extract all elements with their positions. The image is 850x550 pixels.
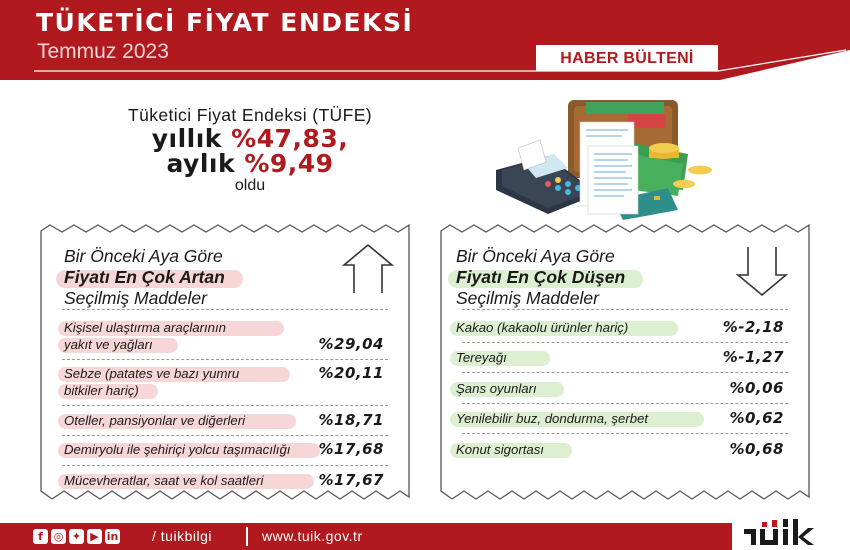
payment-illustration-icon <box>488 92 716 220</box>
headline-annual <box>80 126 420 151</box>
most-decreased-items-panel <box>440 223 810 503</box>
divider <box>62 435 388 436</box>
heading-line3: Seçilmiş Maddeler <box>64 288 207 308</box>
divider <box>62 405 388 406</box>
youtube-icon[interactable]: ▶ <box>87 529 102 544</box>
item-value: %0,68 <box>729 440 784 458</box>
divider <box>462 403 788 404</box>
linkedin-icon[interactable]: in <box>106 530 119 543</box>
list-item: Tereyağı %-1,27 <box>456 349 784 366</box>
list-item: Demiryolu ile şehiriçi yolcu taşımacılığı %17,68 <box>64 441 384 458</box>
instagram-icon[interactable]: ◎ <box>51 529 66 544</box>
arrow-down-icon <box>736 245 788 297</box>
headline-summary <box>80 104 420 196</box>
heading-line2: Fiyatı En Çok Düşen <box>456 267 626 287</box>
headline-suffix: oldu <box>234 177 266 194</box>
heading-line1: Bir Önceki Aya Göre <box>456 246 615 266</box>
divider <box>462 342 788 343</box>
monthly-value: %9,49 <box>244 149 334 178</box>
divider <box>462 309 788 310</box>
tuik-logo-icon <box>742 517 822 547</box>
list-item: Şans oyunları %0,06 <box>456 380 784 397</box>
list-item: Mücevheratlar, saat ve kol saatleri %17,67 <box>64 472 384 489</box>
list-item: Kişisel ulaştırma araçlarının yakıt ve yağları %29,04 <box>64 319 384 353</box>
social-links <box>33 529 120 544</box>
news-bulletin-badge: HABER BÜLTENİ <box>536 45 718 71</box>
twitter-icon[interactable]: ✦ <box>69 529 84 544</box>
divider <box>62 309 388 310</box>
heading-line1: Bir Önceki Aya Göre <box>64 246 223 266</box>
most-increased-items-panel <box>40 223 410 503</box>
header-banner <box>0 0 850 82</box>
item-value: %17,67 <box>318 471 384 489</box>
item-value: %0,06 <box>729 379 784 397</box>
divider <box>462 372 788 373</box>
list-item: Yenilebilir buz, dondurma, şerbet %0,62 <box>456 410 784 427</box>
item-value: %18,71 <box>318 411 384 429</box>
panel-heading <box>456 246 625 309</box>
annual-value: %47,83, <box>231 124 349 153</box>
panel-heading <box>64 246 225 309</box>
item-value: %-2,18 <box>722 318 784 336</box>
item-value: %29,04 <box>318 335 384 353</box>
divider <box>62 359 388 360</box>
monthly-label: aylık <box>166 149 236 178</box>
list-item: Konut sigortası %0,68 <box>456 441 784 458</box>
headline-index-name: Tüketici Fiyat Endeksi (TÜFE) <box>127 105 372 125</box>
period-subtitle: Temmuz 2023 <box>37 40 169 63</box>
page-title: TÜKETİCİ FİYAT ENDEKSİ <box>36 8 414 37</box>
annual-label: yıllık <box>151 124 222 153</box>
divider <box>62 465 388 466</box>
headline-monthly <box>80 151 420 176</box>
footer-bar <box>0 523 732 550</box>
divider <box>246 527 248 546</box>
facebook-icon[interactable]: f <box>33 529 48 544</box>
arrow-up-icon <box>342 243 394 295</box>
item-value: %17,68 <box>318 440 384 458</box>
item-value: %20,11 <box>318 364 384 382</box>
item-value: %-1,27 <box>722 348 784 366</box>
list-item: Kakao (kakaolu ürünler hariç) %-2,18 <box>456 319 784 336</box>
website-link[interactable]: www.tuik.gov.tr <box>262 528 363 544</box>
social-handle: / tuikbilgi <box>152 528 212 544</box>
heading-line2: Fiyatı En Çok Artan <box>64 267 225 287</box>
heading-line3: Seçilmiş Maddeler <box>456 288 599 308</box>
list-item: Sebze (patates ve bazı yumru bitkiler hariç) %20,11 <box>64 365 384 399</box>
item-value: %0,62 <box>729 409 784 427</box>
divider <box>462 433 788 434</box>
list-item: Oteller, pansiyonlar ve diğerleri %18,71 <box>64 412 384 429</box>
